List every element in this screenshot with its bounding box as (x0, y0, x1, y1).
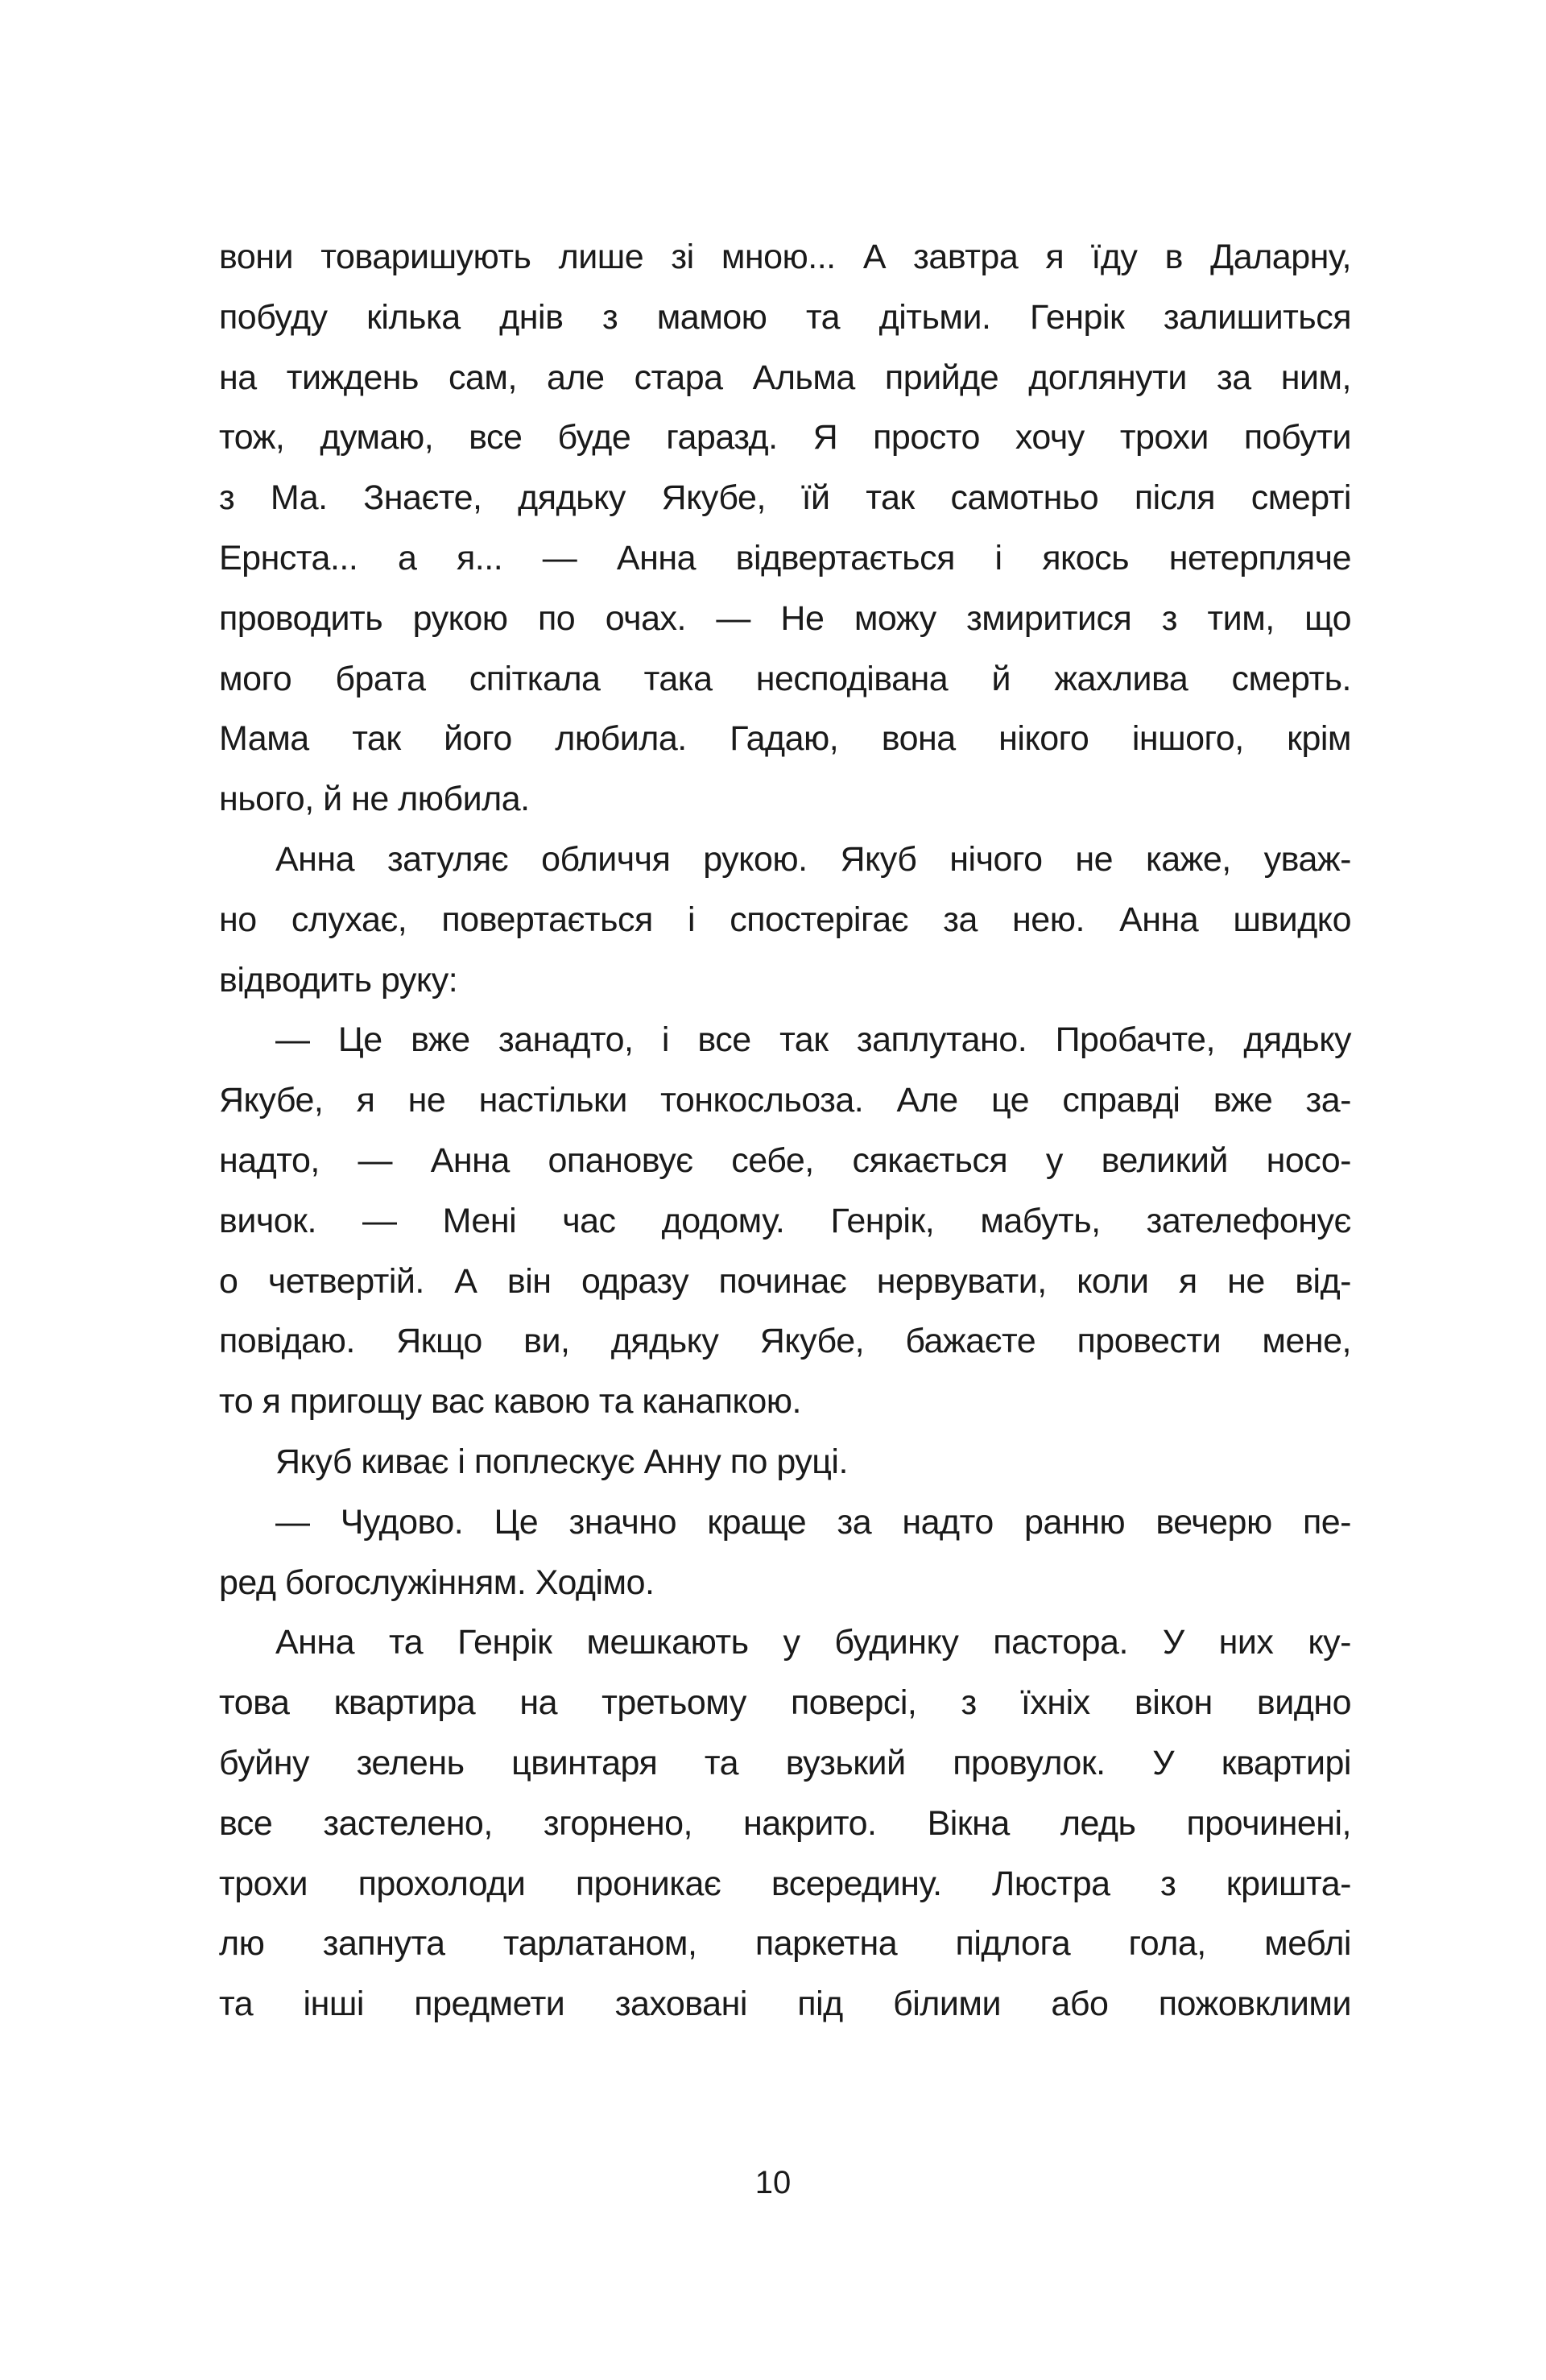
text-line: Якубе, я не настільки тонкосльоза. Але це справді вже за- (219, 1081, 1351, 1120)
text-line: Анна та Генрік мешкають у будинку пастора. У них ку- (275, 1623, 1351, 1662)
text-line: та інші предмети заховані під білими або пожовклими (219, 1985, 1351, 2024)
text-line: побуду кілька днів з мамою та дітьми. Генрік залишиться (219, 297, 1351, 337)
text-line: това квартира на третьому поверсі, з їхніх вікон видно (219, 1683, 1351, 1723)
text-line: ред богослужінням. Ходімо. (219, 1563, 655, 1602)
text-line: надто, — Анна опановує себе, сякається у великий носо- (219, 1140, 1351, 1180)
text-line: лю запнута тарлатаном, паркетна підлога гола, меблі (219, 1924, 1351, 1964)
text-line: Якуб киває і поплескує Анну по руці. (275, 1442, 848, 1481)
text-line: трохи прохолоди проникає всередину. Люстра з кришта- (219, 1864, 1351, 1903)
text-line: відводить руку: (219, 960, 458, 1000)
text-line: з Ма. Знаєте, дядьку Якубе, їй так самотньо після смерті (219, 478, 1351, 518)
text-line: тож, думаю, все буде гаразд. Я просто хочу трохи побути (219, 418, 1351, 457)
text-line: проводить рукою по очах. — Не можу змиритися з тим, що (219, 598, 1351, 638)
text-line: вони товаришують лише зі мною... А завтра я їду в Даларну, (219, 238, 1351, 276)
text-line: но слухає, повертається і спостерігає за нею. Анна швидко (219, 900, 1351, 939)
text-line: о четвертій. А він одразу починає нервувати, коли я не від- (219, 1261, 1351, 1301)
page-number: 10 (754, 2165, 792, 2200)
text-line: повідаю. Якщо ви, дядьку Якубе, бажаєте провести мене, (219, 1322, 1351, 1361)
text-line: все застелено, згорнено, накрито. Вікна ледь прочинені, (219, 1803, 1351, 1843)
text-line: мого брата спіткала така несподівана й жахлива смерть. (219, 659, 1351, 698)
text-line: — Чудово. Це значно краще за надто ранню вечерю пе- (275, 1502, 1351, 1542)
text-line: — Це вже занадто, і все так заплутано. Пробачте, дядьку (275, 1020, 1351, 1060)
text-line: нього, й не любила. (219, 780, 530, 819)
text-line: на тиждень сам, але стара Альма прийде доглянути за ним, (219, 358, 1351, 397)
text-line: буйну зелень цвинтаря та вузький провулок. У квартирі (219, 1743, 1351, 1782)
text-line: Мама так його любила. Гадаю, вона нікого іншого, крім (219, 719, 1351, 759)
text-line: то я пригощу вас кавою та канапкою. (219, 1382, 801, 1422)
body-text (219, 227, 1351, 2034)
text-line: Анна затуляє обличчя рукою. Якуб нічого не каже, уваж- (275, 839, 1351, 879)
text-line: вичок. — Мені час додому. Генрік, мабуть, зателефонує (219, 1201, 1351, 1240)
text-line: Ернста... а я... — Анна відвертається і якось нетерпляче (219, 538, 1351, 577)
